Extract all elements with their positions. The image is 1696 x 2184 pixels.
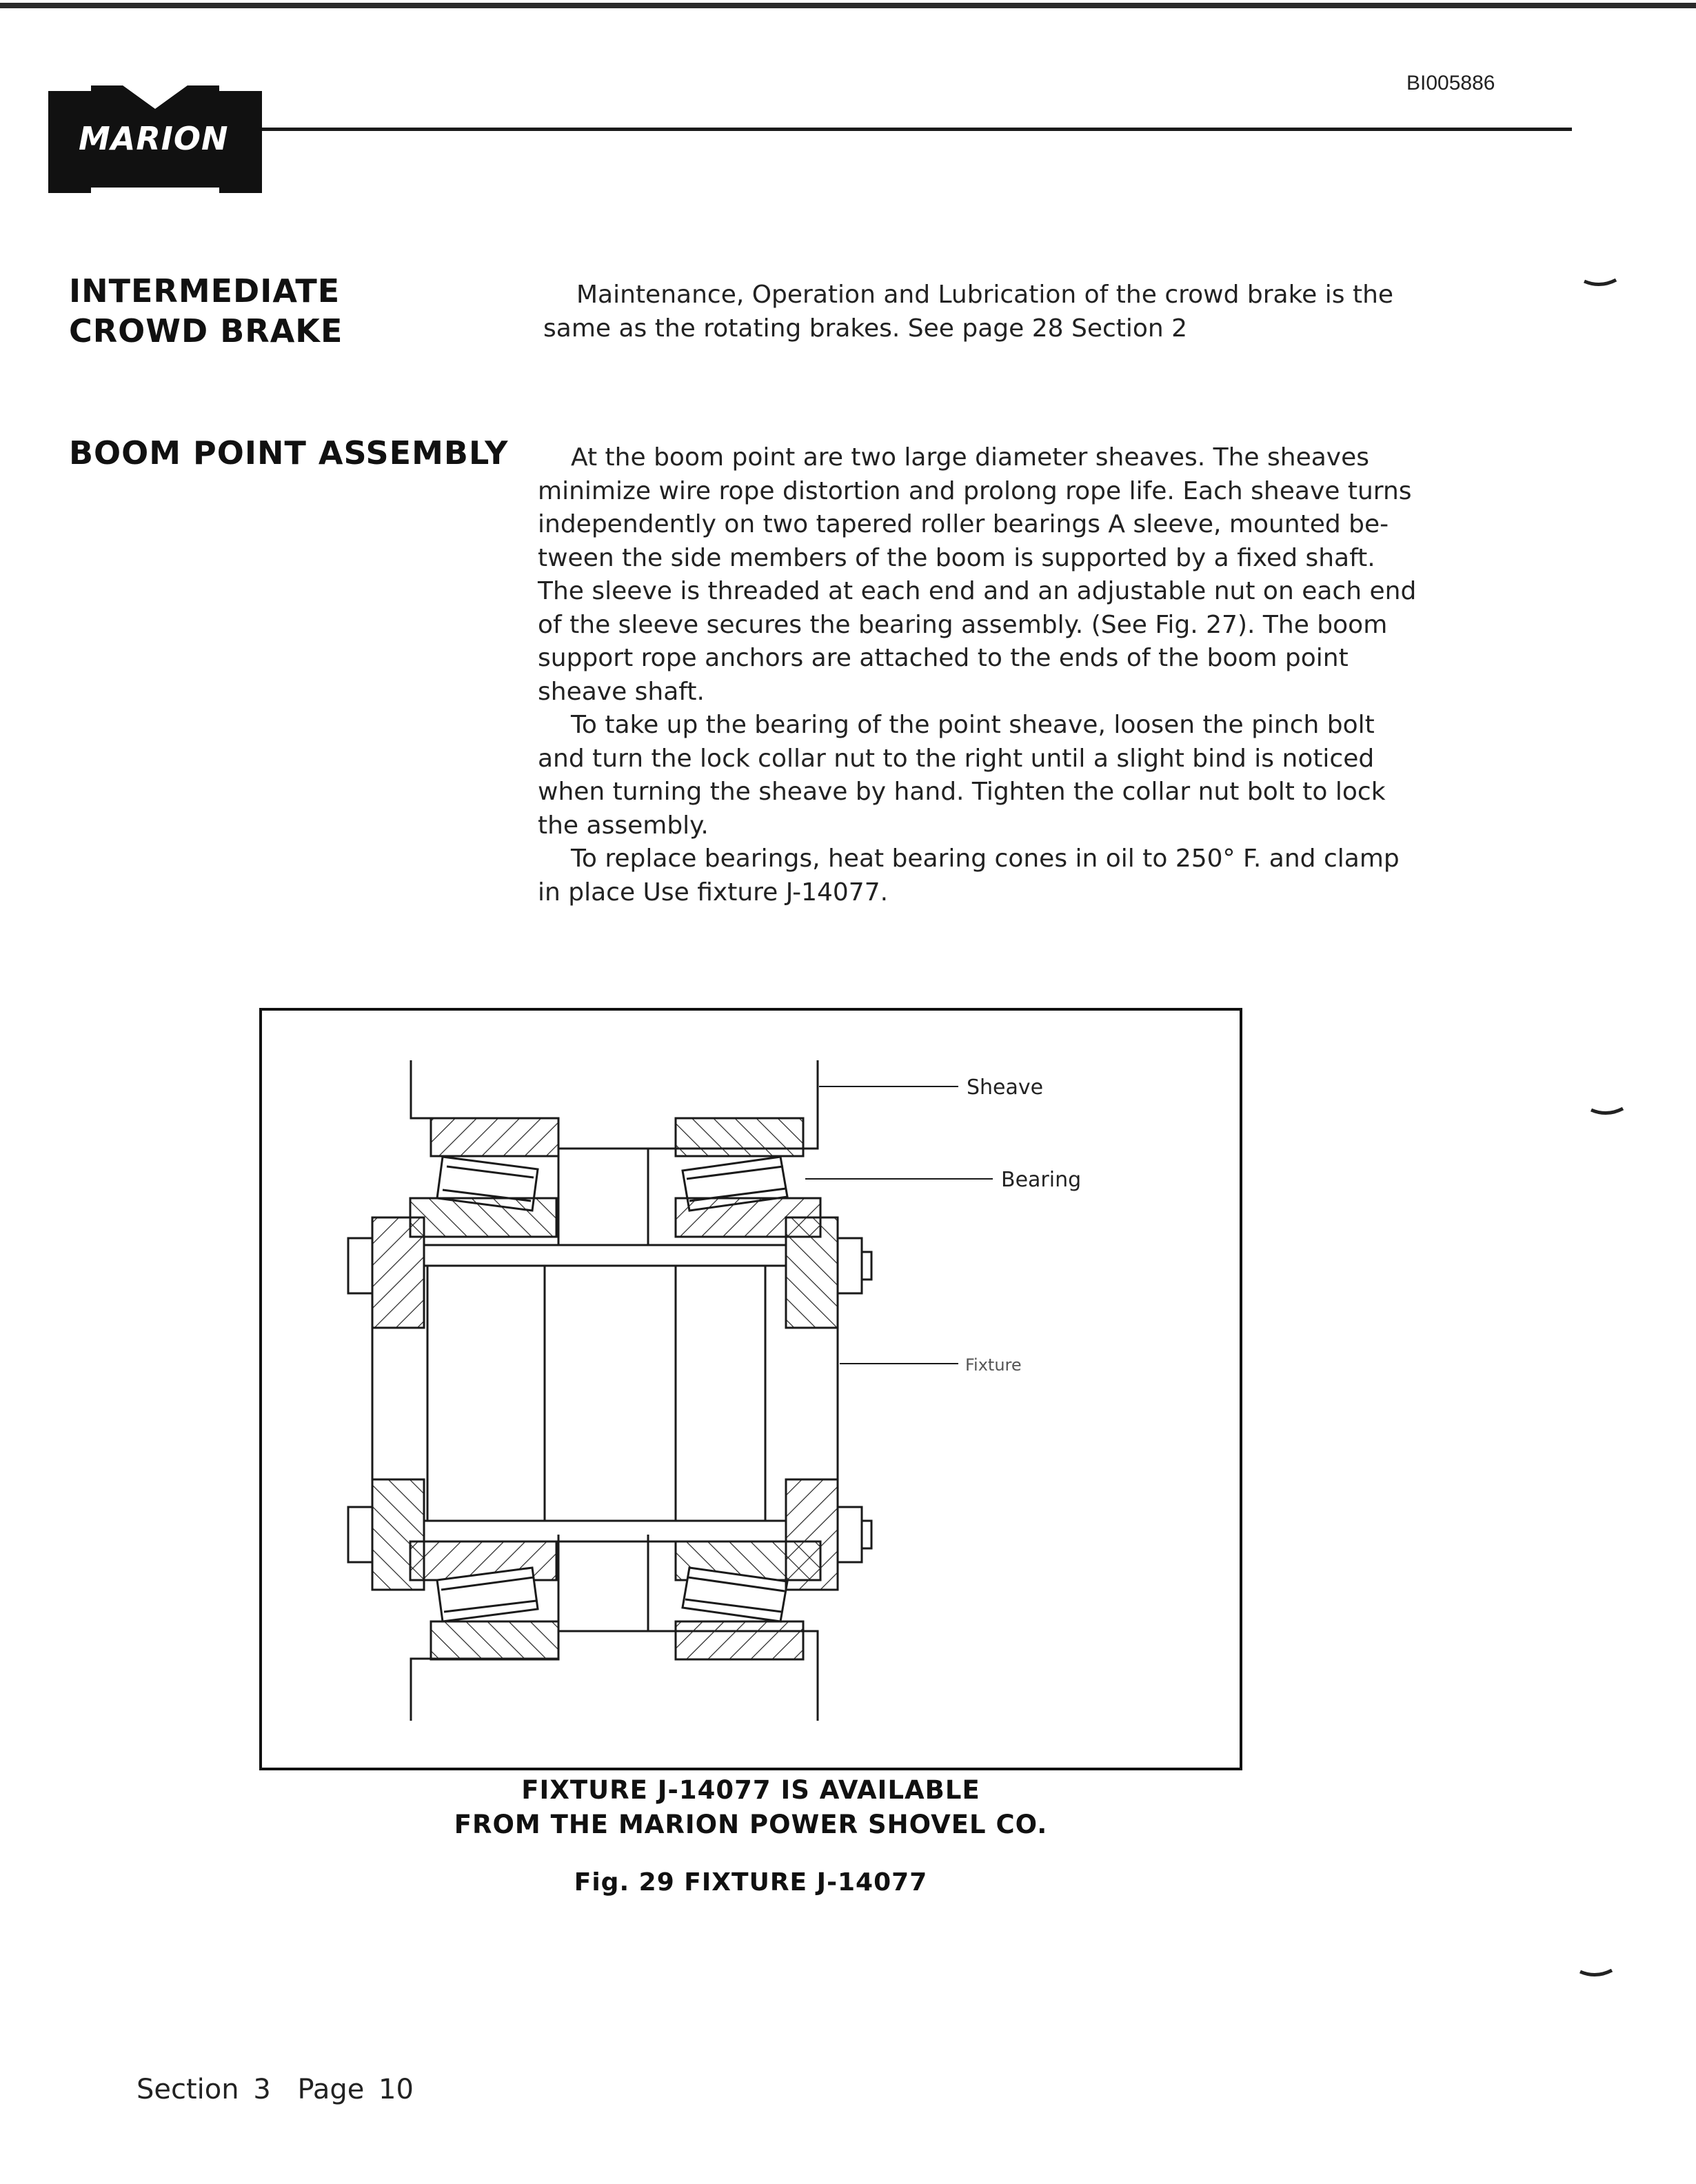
bearing-fixture-drawing — [262, 1011, 1240, 1768]
document-id: BI005886 — [1406, 72, 1495, 94]
fixture-label: Fixture — [965, 1355, 1022, 1375]
para2-line: and turn the lock collar nut to the right until a slight bind is noticed — [538, 744, 1375, 773]
margin-mark — [1590, 1107, 1624, 1117]
para3-line: To replace bearings, heat bearing cones in oil to 250° F. and clamp — [571, 845, 1400, 873]
para1-line: minimize wire rope distortion and prolong rope life. Each sheave turns — [538, 476, 1412, 505]
para1-line: At the boom point are two large diameter sheaves. The sheaves — [571, 443, 1370, 472]
page-footer — [137, 2074, 426, 2105]
figure-frame — [259, 1008, 1242, 1770]
para2-line: when turning the sheave by hand. Tighten the collar nut bolt to lock — [538, 778, 1386, 806]
boom-point-heading: BOOM POINT ASSEMBLY — [69, 434, 509, 472]
para1-line: tween the side members of the boom is supported by a fixed shaft. — [538, 543, 1375, 572]
bearing-label: Bearing — [1001, 1168, 1082, 1192]
para3-line: in place Use fixture J-14077. — [538, 878, 889, 907]
marion-logo — [48, 85, 262, 193]
para2-line: the assembly. — [538, 811, 709, 840]
para1-line: independently on two tapered roller bearings A sleeve, mounted be- — [538, 510, 1389, 538]
crowd-brake-heading: INTERMEDIATE CROWD BRAKE — [69, 272, 343, 350]
para1-line: sheave shaft. — [538, 677, 705, 706]
top-border-line — [0, 3, 1696, 8]
crowd-brake-paragraph: Maintenance, Operation and Lubrication of the crowd brake is the same as the rotating brakes. See page 28 Section 2 — [543, 281, 1394, 343]
logo-text: MARION — [79, 120, 229, 157]
footer-page: Page 10 — [297, 2074, 414, 2105]
boom-point-text — [538, 441, 1427, 909]
para1-line: of the sleeve secures the bearing assembly. (See Fig. 27). The boom — [538, 610, 1388, 639]
figure-caption: FIXTURE J-14077 IS AVAILABLE FROM THE MARION POWER SHOVEL CO. — [454, 1775, 1048, 1839]
figure-title: Fig. 29 FIXTURE J-14077 — [574, 1868, 928, 1897]
para2-line: To take up the bearing of the point sheave, loosen the pinch bolt — [571, 711, 1375, 739]
margin-mark — [1579, 1969, 1613, 1979]
header-rule — [262, 128, 1572, 131]
footer-section: Section 3 — [137, 2074, 271, 2105]
para1-line: support rope anchors are attached to the ends of the boom point — [538, 644, 1349, 672]
margin-mark — [1583, 279, 1617, 288]
para1-line: The sleeve is threaded at each end and an adjustable nut on each end — [538, 577, 1417, 605]
sheave-label: Sheave — [967, 1075, 1044, 1100]
